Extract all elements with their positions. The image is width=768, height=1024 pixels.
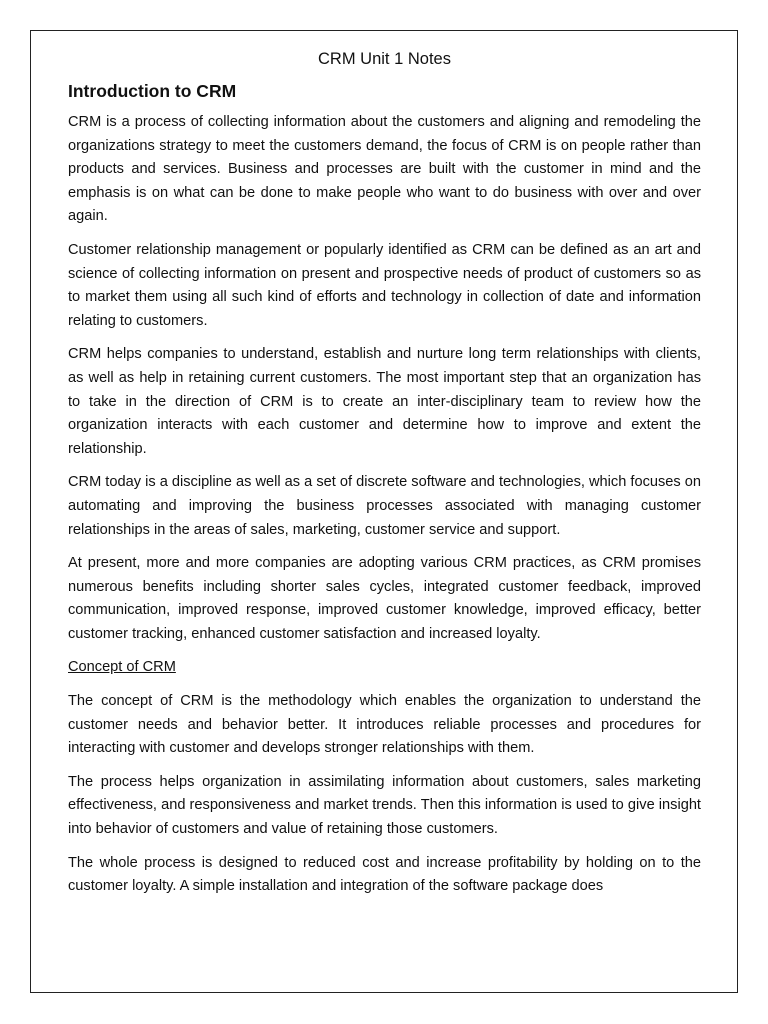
paragraph-concept-1: The concept of CRM is the methodology which enables the organization to understand the customer needs and behavior better. It introduces reliable processes and procedures for interacting with customer and develops stronger relationships with them. (68, 693, 701, 757)
paragraph-intro-5: At present, more and more companies are adopting various CRM practices, as CRM promises numerous benefits including shorter sales cycles, integrated customer feedback, improved communication, improved response, improved customer knowledge, improved efficacy, better customer tracking, enhanced customer satisfaction and increased loyalty. (68, 555, 701, 642)
paragraph-intro-3: CRM helps companies to understand, establish and nurture long term relationships with clients, as well as help in retaining current customers. The most important step that an organization has to take in the direction of CRM is to create an inter-disciplinary team to review how the organization interacts with each customer and determine how to improve and extent the relationship. (68, 346, 701, 457)
document-title: CRM Unit 1 Notes (318, 50, 451, 68)
document-page (30, 30, 738, 993)
paragraph-concept-2: The process helps organization in assimilating information about customers, sales marketing effectiveness, and responsiveness and market trends. Then this information is used to give insight into behavior of customers and value of retaining those customers. (68, 773, 701, 838)
paragraph-intro-2: Customer relationship management or popularly identified as CRM can be defined as an art and science of collecting information on present and prospective needs of product of customers so as to market them using all such kind of efforts and technology in collection of date and information relating to customers. (68, 241, 701, 329)
document-content (68, 47, 701, 909)
subheading-concept: Concept of CRM (68, 659, 176, 676)
paragraph-concept-3: The whole process is designed to reduced cost and increase profitability by holding on to the customer loyalty. A simple installation and integration of the software package does (68, 854, 701, 895)
section-heading-introduction: Introduction to CRM (68, 81, 237, 101)
paragraph-intro-1: CRM is a process of collecting information about the customers and aligning and remodeling the organizations strategy to meet the customers demand, the focus of CRM is on people rather than products and services. Business and processes are built with the customer in mind and the emphasis is on what can be done to make people who want to do business with over and over again. (68, 114, 701, 225)
paragraph-intro-4: CRM today is a discipline as well as a set of discrete software and technologies, which focuses on automating and improving the business processes associated with managing customer relationships in the areas of sales, marketing, customer service and support. (68, 474, 701, 538)
